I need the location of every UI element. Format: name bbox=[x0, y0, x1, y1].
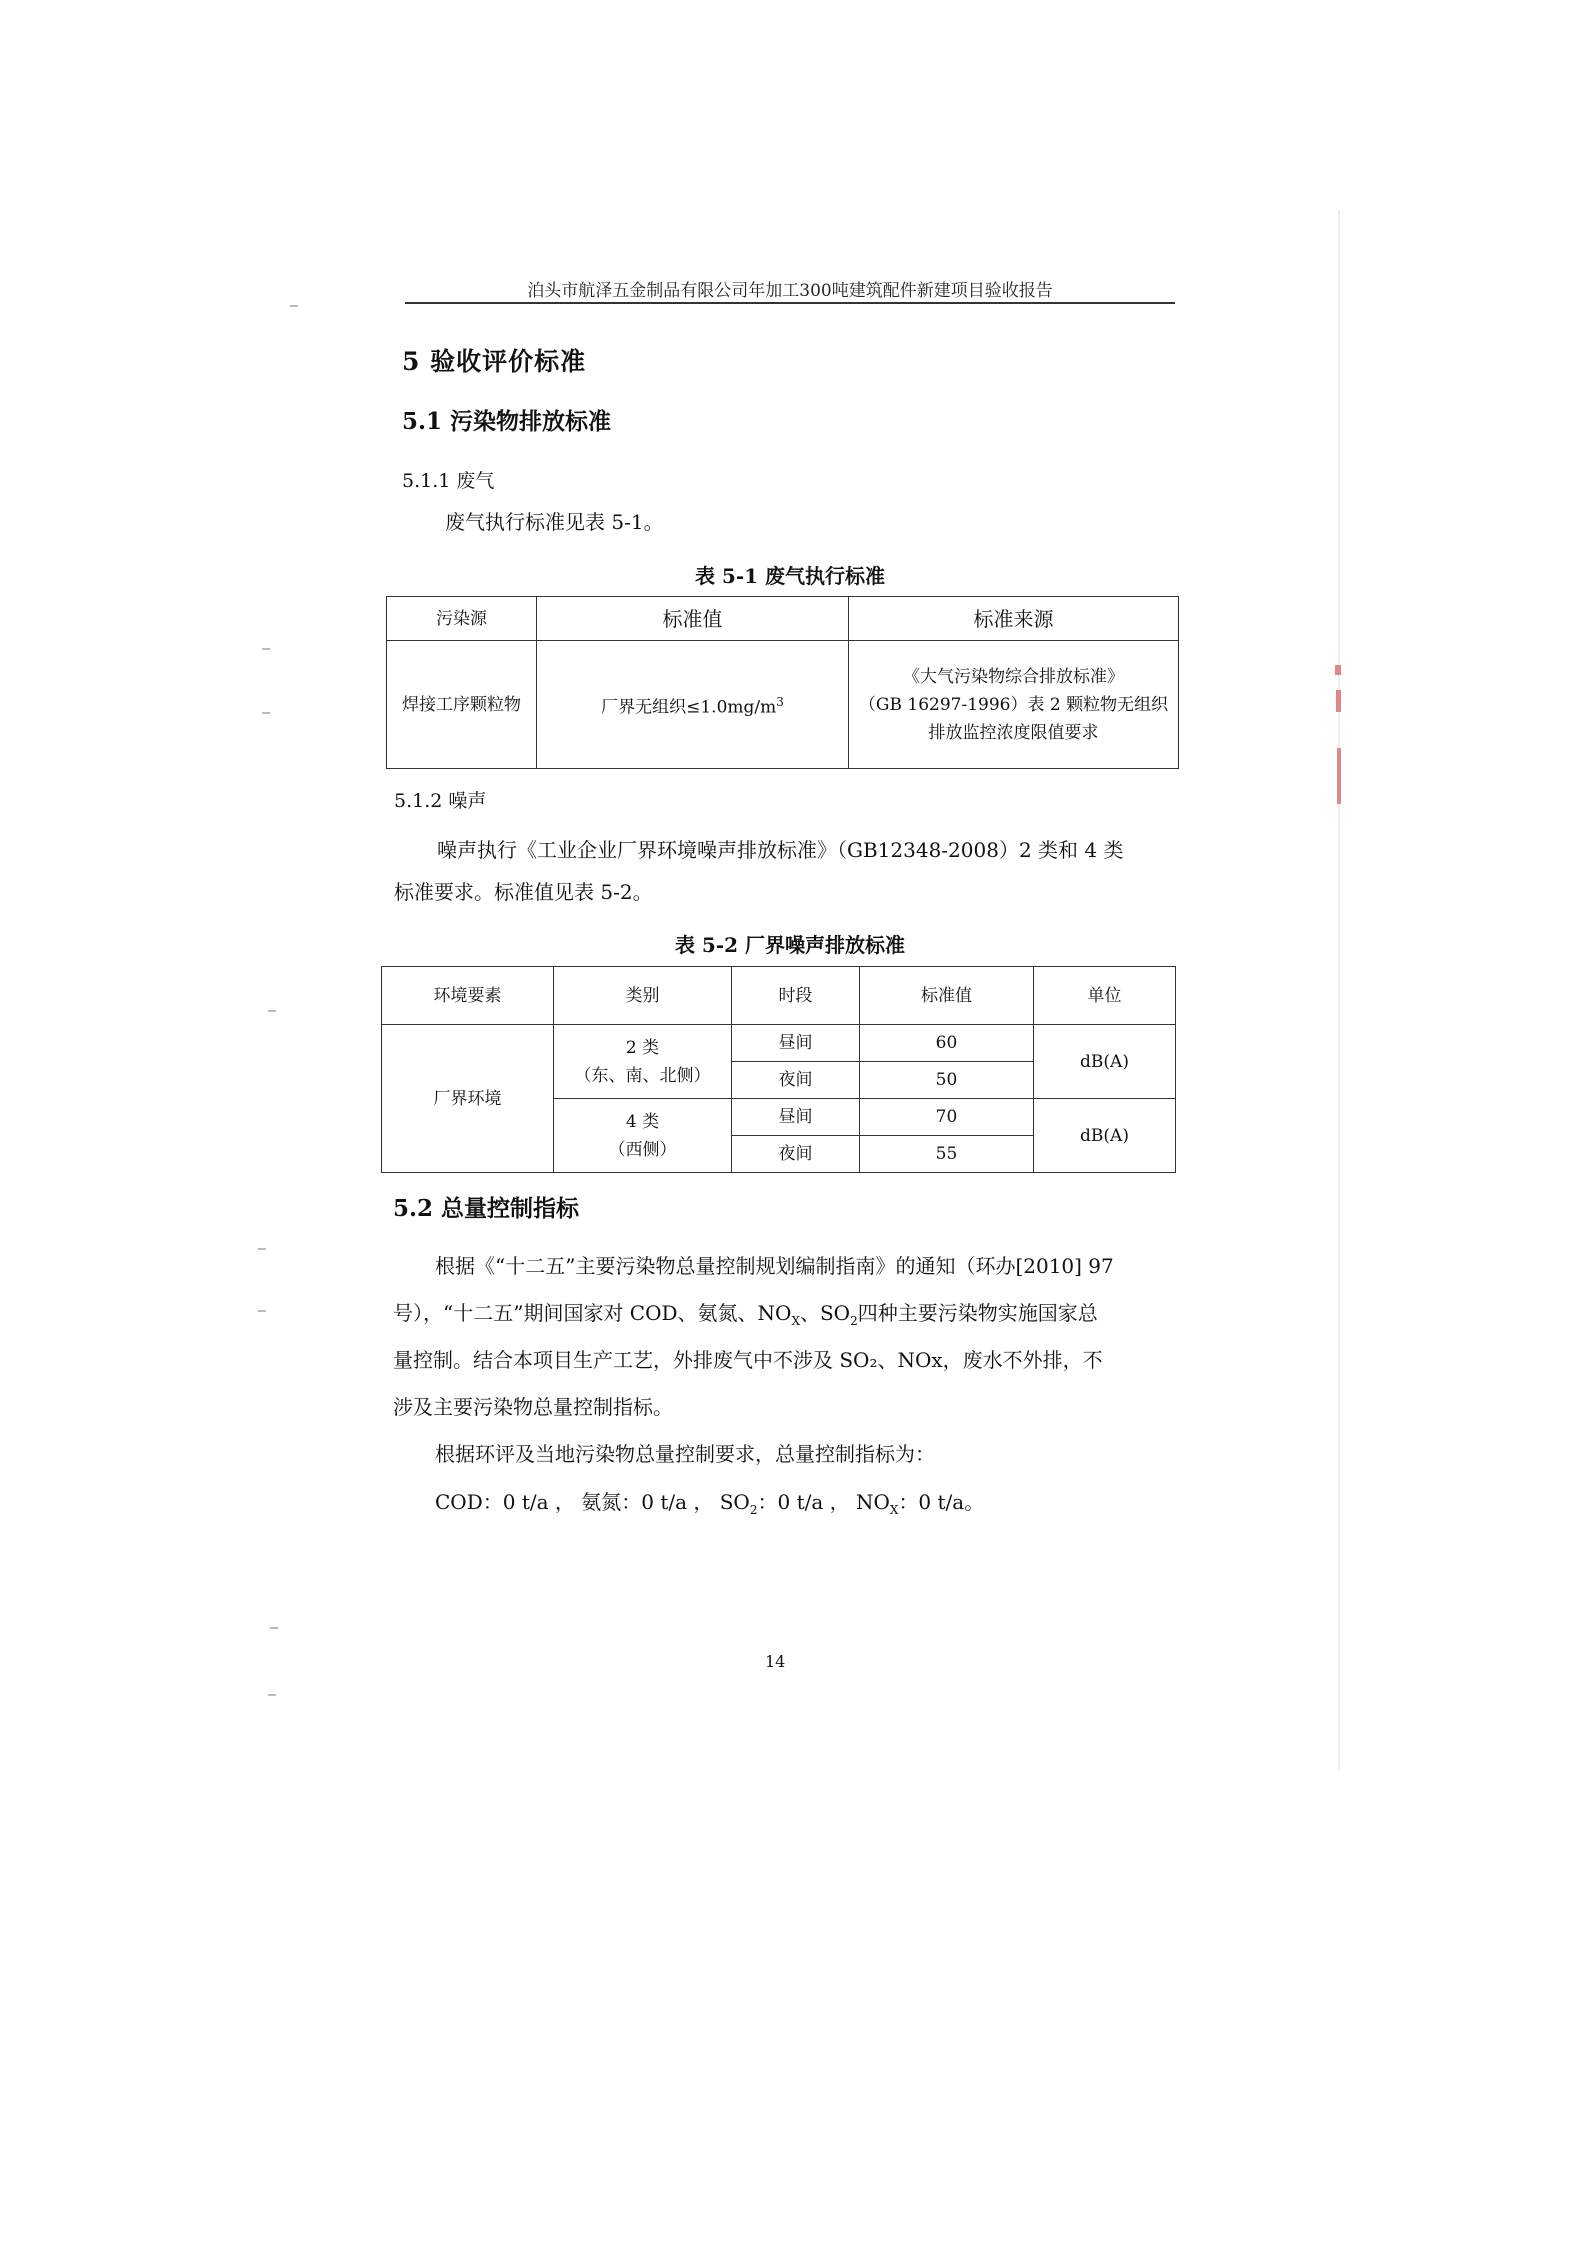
header-rule bbox=[405, 302, 1175, 304]
section-5-2-paragraph-line-3: 量控制。结合本项目生产工艺，外排废气中不涉及 SO₂、NOx，废水不外排，不 bbox=[393, 1348, 1103, 1372]
nox-total bbox=[855, 1490, 985, 1517]
scan-dot bbox=[270, 1627, 278, 1629]
section-5-2-paragraph-line-2 bbox=[393, 1291, 1098, 1343]
basis-line: 排放监控浓度限值要求 bbox=[928, 722, 1099, 743]
scan-dot bbox=[258, 1248, 266, 1250]
section-5-2-paragraph-line-1: 根据《“十二五”主要污染物总量控制规划编制指南》的通知（环办[2010] 97 bbox=[435, 1254, 1114, 1278]
gas-paragraph: 废气执行标准见表 5-1。 bbox=[445, 510, 664, 534]
red-stamp-mark bbox=[1335, 665, 1341, 675]
table-5-2 bbox=[381, 966, 1176, 1173]
period-cell: 夜间 bbox=[732, 1136, 860, 1173]
running-header: 泊头市航泽五金制品有限公司年加工300吨建筑配件新建项目验收报告 bbox=[527, 281, 1053, 301]
text-run: 号），“十二五”期间国家对 COD、氨氮、NO bbox=[393, 1301, 792, 1325]
section-5-heading: 5 验收评价标准 bbox=[402, 347, 587, 376]
table-header-cell: 标准来源 bbox=[849, 597, 1179, 641]
section-5-1-2-heading: 5.1.2 噪声 bbox=[394, 790, 487, 812]
class-scope: （东、南、北侧） bbox=[574, 1065, 711, 1086]
environment-element-cell: 厂界环境 bbox=[382, 1025, 554, 1173]
subscript: X bbox=[791, 1314, 800, 1328]
subscript: 2 bbox=[749, 1503, 758, 1517]
text-run: 、SO bbox=[799, 1301, 851, 1325]
basis-line: （GB 16297-1996）表 2 颗粒物无组织 bbox=[858, 694, 1169, 715]
total-control-indicators bbox=[435, 1480, 984, 1532]
scan-dot bbox=[268, 1694, 276, 1696]
red-stamp-mark bbox=[1337, 748, 1341, 804]
standard-value-text: 厂界无组织≤1.0mg/m bbox=[601, 697, 777, 718]
noise-paragraph-line-1: 噪声执行《工业企业厂界环境噪声排放标准》（GB12348-2008）2 类和 4 类 bbox=[437, 838, 1124, 862]
scan-dot bbox=[262, 712, 270, 714]
text-run: SO bbox=[719, 1490, 750, 1514]
period-cell: 昼间 bbox=[732, 1099, 860, 1136]
table-header-cell: 时段 bbox=[732, 967, 860, 1025]
table-header-cell: 环境要素 bbox=[382, 967, 554, 1025]
class-label: 4 类 bbox=[625, 1111, 660, 1132]
subscript: 2 bbox=[850, 1314, 858, 1328]
unit-superscript: 3 bbox=[776, 694, 784, 709]
table-5-1-caption: 表 5-1 废气执行标准 bbox=[694, 564, 886, 588]
unit-cell: dB(A) bbox=[1034, 1025, 1176, 1099]
limit-value-cell: 55 bbox=[860, 1136, 1034, 1173]
table-header-cell: 单位 bbox=[1034, 967, 1176, 1025]
text-run: ：0 t/a。 bbox=[898, 1490, 985, 1514]
limit-value-cell: 60 bbox=[860, 1025, 1034, 1062]
scan-dot bbox=[268, 1010, 276, 1012]
noise-paragraph-line-2: 标准要求。标准值见表 5-2。 bbox=[394, 880, 653, 904]
section-5-2-heading: 5.2 总量控制指标 bbox=[393, 1195, 580, 1222]
scan-dot bbox=[258, 1310, 266, 1312]
ammonia-total: 氨氮：0 t/a ， bbox=[581, 1490, 714, 1514]
section-5-1-1-heading: 5.1.1 废气 bbox=[402, 470, 495, 492]
class-label: 2 类 bbox=[625, 1037, 660, 1058]
table-header-cell: 污染源 bbox=[387, 597, 537, 641]
section-5-2-paragraph-line-5: 根据环评及当地污染物总量控制要求，总量控制指标为： bbox=[435, 1442, 935, 1466]
table-header-cell: 标准值 bbox=[537, 597, 849, 641]
red-stamp-mark bbox=[1336, 690, 1341, 712]
scan-edge bbox=[1338, 210, 1340, 1770]
text-run: NO bbox=[855, 1490, 890, 1514]
table-header-cell: 标准值 bbox=[860, 967, 1034, 1025]
so2-total bbox=[719, 1490, 850, 1517]
class-4-cell bbox=[554, 1099, 732, 1173]
table-header-cell: 类别 bbox=[554, 967, 732, 1025]
class-scope: （西侧） bbox=[608, 1139, 677, 1160]
standard-basis-cell bbox=[849, 641, 1179, 769]
standard-value-cell bbox=[537, 641, 849, 769]
basis-line: 《大气污染物综合排放标准》 bbox=[903, 666, 1124, 687]
cod-total: COD：0 t/a ， bbox=[435, 1490, 575, 1514]
period-cell: 夜间 bbox=[732, 1062, 860, 1099]
unit-cell: dB(A) bbox=[1034, 1099, 1176, 1173]
period-cell: 昼间 bbox=[732, 1025, 860, 1062]
section-5-2-paragraph-line-4: 涉及主要污染物总量控制指标。 bbox=[393, 1395, 673, 1419]
limit-value-cell: 50 bbox=[860, 1062, 1034, 1099]
scan-dot bbox=[262, 648, 270, 650]
subscript: X bbox=[889, 1503, 899, 1517]
section-5-1-heading: 5.1 污染物排放标准 bbox=[402, 408, 612, 435]
pollution-source-cell: 焊接工序颗粒物 bbox=[387, 641, 537, 769]
limit-value-cell: 70 bbox=[860, 1099, 1034, 1136]
text-run: 四种主要污染物实施国家总 bbox=[857, 1301, 1098, 1325]
class-2-cell bbox=[554, 1025, 732, 1099]
scan-dot bbox=[290, 305, 298, 307]
table-5-1 bbox=[386, 596, 1179, 769]
text-run: ：0 t/a ， bbox=[757, 1490, 850, 1514]
table-5-2-caption: 表 5-2 厂界噪声排放标准 bbox=[674, 933, 906, 957]
page-number: 14 bbox=[765, 1652, 786, 1671]
